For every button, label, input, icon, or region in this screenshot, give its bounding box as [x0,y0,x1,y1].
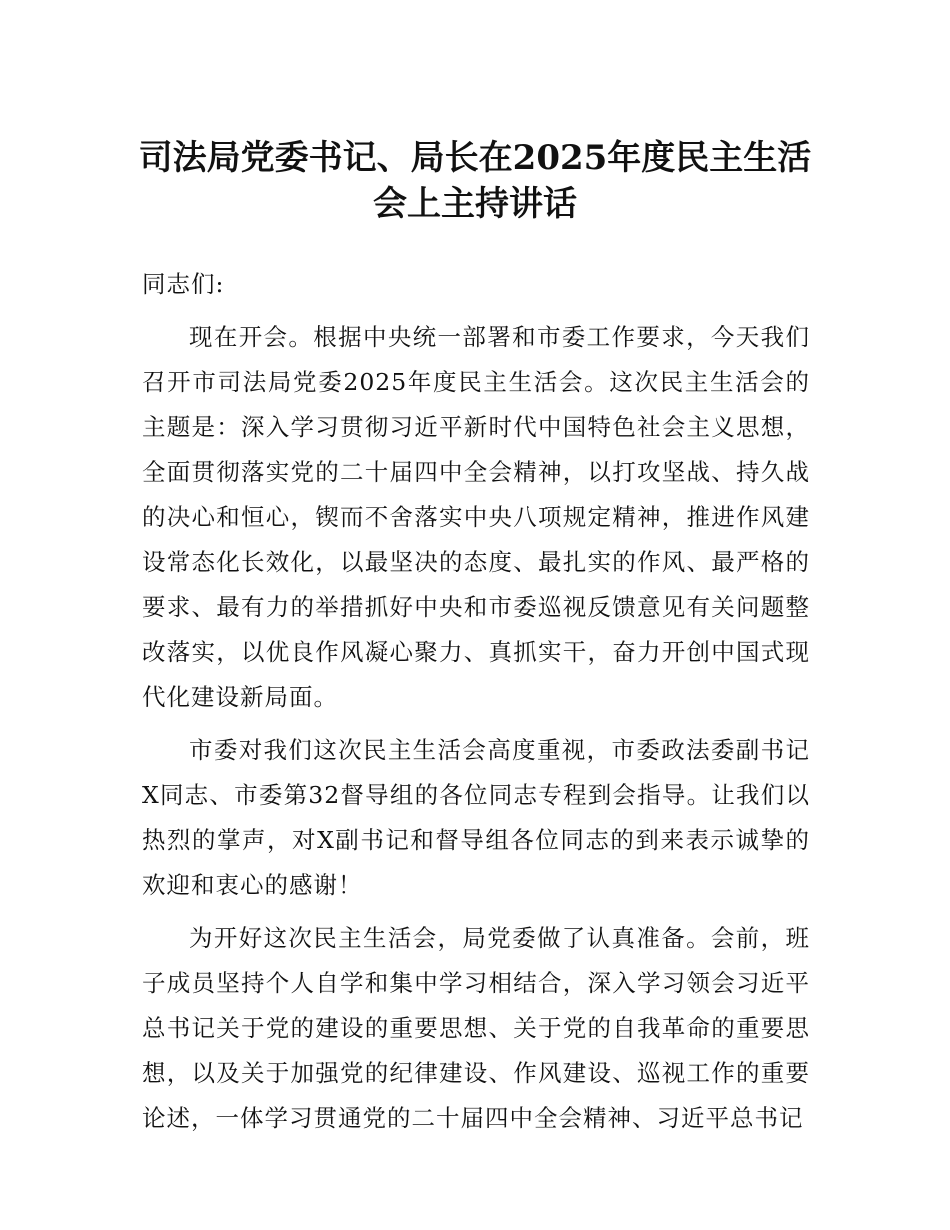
paragraph-welcome: 市委对我们这次民主生活会高度重视，市委政法委副书记X同志、市委第32督导组的各位同志专程到会指导。让我们以热烈的掌声，对X副书记和督导组各位同志的到来表示诚挚的欢迎和衷心的感谢！ [142,736,810,899]
paragraph-opening: 现在开会。根据中央统一部署和市委工作要求，今天我们召开市司法局党委2025年度民主生活会。这次民主生活会的主题是：深入学习贯彻习近平新时代中国特色社会主义思想，全面贯彻落实党的二十届四中全会精神，以打攻坚战、持久战的决心和恒心，锲而不舍落实中央八项规定精神，推进作风建设常态化长效化，以最坚决的态度、最扎实的作风、最严格的要求、最有力的举措抓好中央和市委巡视反馈意见有关问题整改落实，以优良作风凝心聚力、真抓实干，奋力开创中国式现代化建设新局面。 [142,323,810,711]
salutation: 同志们: [142,270,225,298]
paragraph-preparation: 为开好这次民主生活会，局党委做了认真准备。会前，班子成员坚持个人自学和集中学习相结合，深入学习领会习近平总书记关于党的建设的重要思想、关于党的自我革命的重要思想，以及关于加强党的纪律建设、作风建设、巡视工作的重要论述，一体学习贯通党的二十届四中全会精神、习近平总书记 [142,924,810,1132]
title-line-2: 会上主持讲话 [373,183,577,224]
title-line-1: 司法局党委书记、局长在2025年度民主生活 [138,137,812,178]
document-body [142,262,810,1149]
document-title [130,135,820,227]
